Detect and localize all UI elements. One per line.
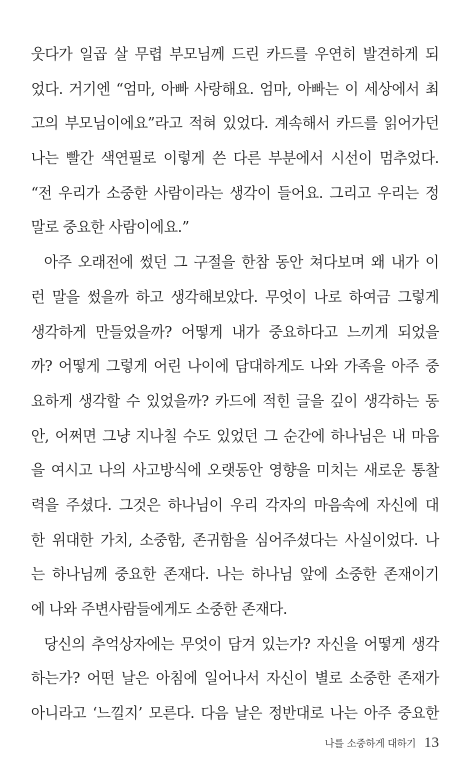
text-line: 하는가? 어떤 날은 아침에 일어나서 자신이 별로 소중한 존재가 xyxy=(31,670,439,688)
text-line: 고의 부모님이에요”라고 적혀 있었다. 계속해서 카드를 읽어가던 xyxy=(31,115,439,133)
text-line: 었다. 거기엔 “엄마, 아빠 사랑해요. 엄마, 아빠는 이 세상에서 최 xyxy=(31,80,439,98)
page-footer xyxy=(325,732,439,752)
paragraph-start-line: 당신의 추억상자에는 무엇이 담겨 있는가? 자신을 어떻게 생각 xyxy=(44,635,439,653)
text-line: 생각하게 만들었을까? 어떻게 내가 중요하다고 느끼게 되었을 xyxy=(31,323,439,341)
text-line: 아니라고 ‘느낄지’ 모른다. 다음 날은 정반대로 나는 아주 중요한 xyxy=(31,705,439,723)
running-title: 나를 소중하게 대하기 xyxy=(324,739,416,750)
text-line: 요하게 생각할 수 있었을까? 카드에 적힌 글을 깊이 생각하는 동 xyxy=(31,392,439,410)
text-line: 말로 중요한 사람이에요.” xyxy=(31,219,190,237)
text-line: 력을 주셨다. 그것은 하나님이 우리 각자의 마음속에 자신에 대 xyxy=(31,496,439,514)
text-line: 에 나와 주변사람들에게도 소중한 존재다. xyxy=(31,601,288,618)
text-line: 안, 어쩌면 그냥 지나칠 수도 있었던 그 순간에 하나님은 내 마음 xyxy=(31,427,439,445)
text-line: 한 위대한 가치, 소중함, 존귀함을 심어주셨다는 사실이었다. 나 xyxy=(31,531,439,549)
text-line: 까? 어떻게 그렇게 어린 나이에 담대하게도 나와 가족을 아주 중 xyxy=(31,358,439,376)
text-line: 웃다가 일곱 살 무렵 부모님께 드린 카드를 우연히 발견하게 되 xyxy=(31,46,439,63)
paragraph-start-line: 아주 오래전에 썼던 그 구절을 한참 동안 쳐다보며 왜 내가 이 xyxy=(44,254,439,272)
text-line: 을 여시고 나의 사고방식에 오랫동안 영향을 미치는 새로운 통찰 xyxy=(31,462,439,480)
text-line: 나는 빨간 색연필로 이렇게 쓴 다른 부분에서 시선이 멈추었다. xyxy=(31,150,439,168)
text-line: 는 하나님께 중요한 존재다. 나는 하나님 앞에 소중한 존재이기 xyxy=(31,566,439,584)
text-line: “전 우리가 소중한 사람이라는 생각이 들어요. 그리고 우리는 정 xyxy=(31,184,439,202)
body-text xyxy=(31,38,439,732)
page-number: 13 xyxy=(424,735,439,751)
text-line: 런 말을 썼을까 하고 생각해보았다. 무엇이 나로 하여금 그렇게 xyxy=(31,288,439,306)
